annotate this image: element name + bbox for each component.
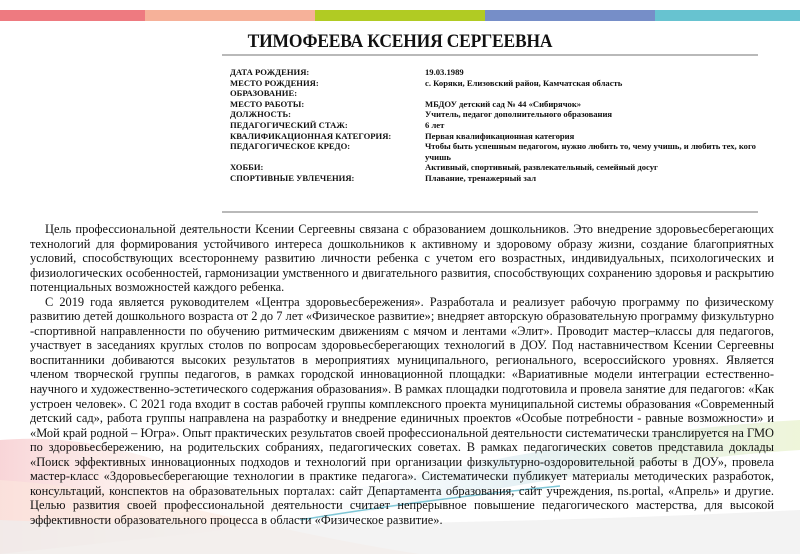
color-bar-segment-red [0, 10, 145, 21]
color-bar-segment-peach [145, 10, 315, 21]
profile-value: 19.03.1989 [425, 67, 464, 77]
profile-label: СПОРТИВНЫЕ УВЛЕЧЕНИЯ: [230, 172, 355, 183]
profile-label: ДОЛЖНОСТЬ: [230, 109, 292, 120]
profile-row-workplace [230, 99, 790, 110]
color-bar-segment-cyan [655, 10, 800, 21]
profile-label: ПЕДАГОГИЧЕСКОЕ КРЕДО: [230, 141, 351, 152]
profile-value: МБДОУ детский сад № 44 «Сибирячок» [425, 98, 582, 109]
profile-label: ХОББИ: [230, 162, 264, 173]
profile-label: МЕСТО РАБОТЫ: [230, 98, 305, 109]
color-bar-segment-blue [485, 10, 655, 21]
paragraph-activities: С 2019 года является руководителем «Центра здоровьесбережения». Разработала и реализует рабочую программу по физическому развитию детей дошкольного возраста от 2 до 7 лет «Физическое развитие»; внедряет авторскую образовательную программу физкультурно -спортивной направленности по обучению ритмическим движениям с мячом и лентами «Элит». Проводит мастер–классы для педагогов, участвует в заседаниях круглых столов по вопросам здоровьесберегающих технологий в ДОУ. Под наставничеством Ксении Сергеевны воспитанники добиваются высоких результатов в мероприятиях муниципального, регионального, всероссийского уровнях. Является членом творческой группы педагогов, в рамках городской инновационной площадки: «Вариативные модели интеграции естественно-научного и художественно-эстетического содержания образования». В рамках площадки подготовила и провела занятие для педагогов: «Как устроен человек». С 2021 года входит в состав рабочей группы комплексного проекта муниципальной системы образования «Современный детский сад», работа группы направлена на разработку и внедрение единичных проектов «Особые потребности - равные возможности» и «Мой край родной – Югра». Опыт практических результатов своей профессиональной деятельности систематически транслируется на ГМО по здоровьесбережению, на родительских собраниях, педагогических советах. В рамках педагогических советов представила доклады «Поиск эффективных инновационных подходов и технологий при организации физкультурно-оздоровительной работы в ДОУ», провела мастер-класс «Здоровьесберегающие технологии в практике педагога». Систематически публикует материалы методических разработок, консультаций, конспектов на образовательных порталах: сайт Департамента образования, сайт учреждения, ns.portal, «Апрель» и другие. Целью развития своей профессиональной деятельности считает непрерывное повышение педагогического мастерства, для высокой эффективности образовательного процесса в области «Физическое развитие». [30, 294, 774, 527]
profile-value: Первая квалификационная категория [425, 130, 575, 141]
profile-value: Учитель, педагог дополнительного образования [425, 109, 613, 120]
divider-top [222, 54, 758, 56]
profile-row-hobby [230, 162, 790, 173]
profile-value [425, 88, 790, 99]
decorative-color-bar [0, 10, 800, 21]
divider-bottom [222, 211, 758, 213]
profile-row-birth-place [230, 78, 790, 89]
profile-label: ПЕДАГОГИЧЕСКИЙ СТАЖ: [230, 119, 348, 130]
profile-row-sports [230, 173, 790, 184]
profile-label: МЕСТО РОЖДЕНИЯ: [230, 77, 319, 88]
profile-row-position [230, 109, 790, 120]
color-bar-segment-green [315, 10, 485, 21]
biography-text [30, 222, 774, 527]
page-title: ТИМОФЕЕВА КСЕНИЯ СЕРГЕЕВНА [247, 31, 553, 52]
profile-info-table [230, 67, 790, 184]
profile-row-experience [230, 120, 790, 131]
paragraph-goal: Цель профессиональной деятельности Ксении Сергеевны связана с образованием дошкольников. Это внедрение здоровьесберегающих технологий для формирования устойчивого интереса дошкольников к активному и здоровому образу жизни, создание благоприятных условий, способствующих всестороннему развитию личности ребенка с учетом его возрастных, индивидуальных, психологических и физиологических особенностей, гармонизации умственного и двигательного развития, способствующих сохранению здоровья и раскрытию потенциальных возможностей каждого ребенка. [30, 222, 774, 295]
profile-value: 6 лет [425, 119, 445, 130]
profile-value: Активный, спортивный, развлекательный, семейный досуг [425, 162, 658, 173]
profile-value: Плавание, тренажерный зал [425, 172, 537, 183]
profile-label: ДАТА РОЖДЕНИЯ: [230, 67, 310, 77]
profile-row-education [230, 88, 790, 99]
profile-label: КВАЛИФИКАЦИОННАЯ КАТЕГОРИЯ: [230, 130, 392, 141]
profile-label: ОБРАЗОВАНИЕ: [230, 88, 298, 99]
profile-row-category [230, 131, 790, 142]
profile-row-credo [230, 141, 790, 162]
profile-row-birth-date [230, 67, 790, 78]
profile-value: с. Коряки, Елизовский район, Камчатская область [425, 77, 623, 88]
profile-value: Чтобы быть успешным педагогом, нужно любить то, чему учишь, и любить тех, кого учишь [425, 141, 756, 162]
